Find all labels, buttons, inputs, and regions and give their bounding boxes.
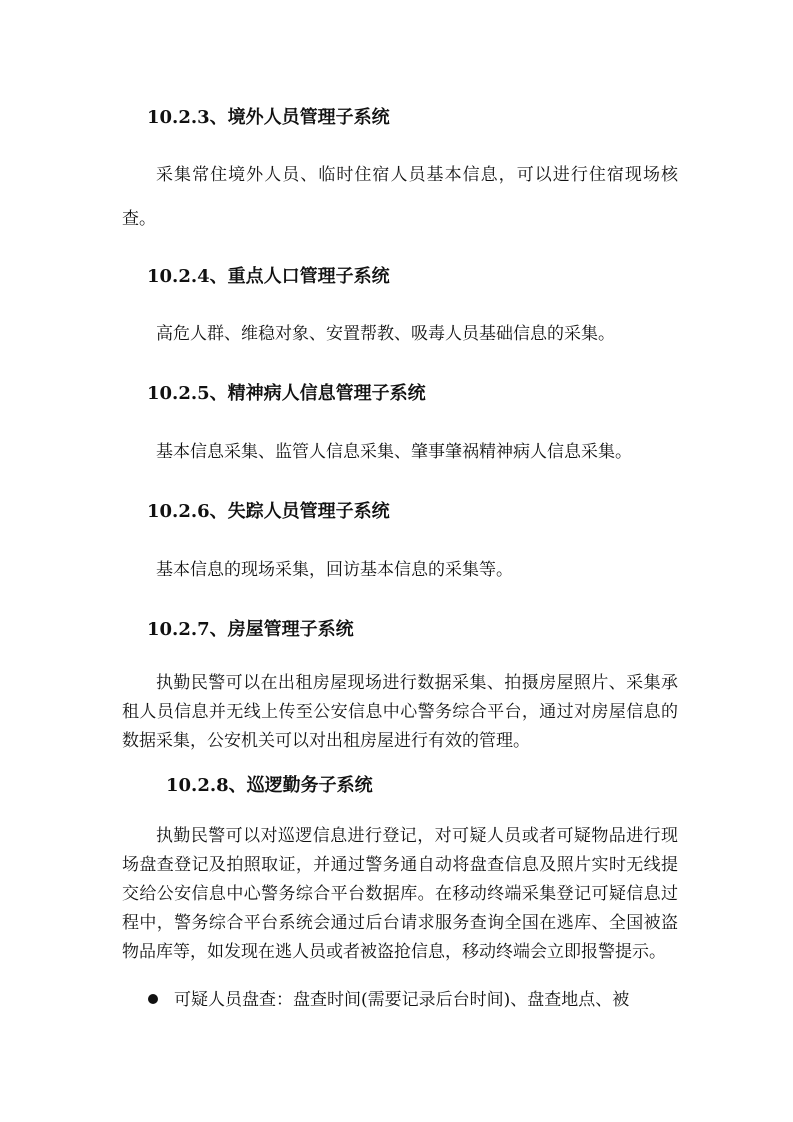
section-heading-10-2-7: 10.2.7、房屋管理子系统 [147, 619, 354, 640]
section-body-10-2-5: 基本信息采集、监管人信息采集、肇事肇祸精神病人信息采集。 [156, 442, 632, 462]
section-heading-10-2-3: 10.2.3、境外人员管理子系统 [147, 107, 390, 128]
section-body-10-2-8: 执勤民警可以对巡逻信息进行登记，对可疑人员或者可疑物品进行现场盘查登记及拍照取证，并通过警务通自动将盘查信息及照片实时无线提交给公安信息中心警务综合平台数据库。在移动终端采集登记可疑信息过程中，警务综合平台系统会通过后台请求服务查询全国在逃库、全国被盗物品库等，如发现在逃人员或者被盗抢信息，移动终端会立即报警提示。 [122, 826, 678, 962]
bullet-text: 可疑人员盘查：盘查时间(需要记录后台时间)、盘查地点、被 [174, 990, 630, 1010]
bullet-dot-icon [148, 994, 158, 1004]
section-body-10-2-3: 采集常住境外人员、临时住宿人员基本信息，可以进行住宿现场核查。 [122, 165, 678, 229]
section-body-10-2-6: 基本信息的现场采集，回访基本信息的采集等。 [156, 560, 513, 580]
section-heading-10-2-4: 10.2.4、重点人口管理子系统 [147, 266, 390, 287]
section-body-10-2-4: 高危人群、维稳对象、安置帮教、吸毒人员基础信息的采集。 [156, 324, 615, 344]
bullet-item [148, 988, 629, 1012]
section-heading-10-2-8: 10.2.8、巡逻勤务子系统 [166, 775, 373, 796]
section-heading-10-2-5: 10.2.5、精神病人信息管理子系统 [147, 383, 426, 404]
section-body-10-2-7: 执勤民警可以在出租房屋现场进行数据采集、拍摄房屋照片、采集承租人员信息并无线上传至公安信息中心警务综合平台，通过对房屋信息的数据采集，公安机关可以对出租房屋进行有效的管理。 [122, 673, 678, 751]
section-heading-10-2-6: 10.2.6、失踪人员管理子系统 [147, 501, 390, 522]
